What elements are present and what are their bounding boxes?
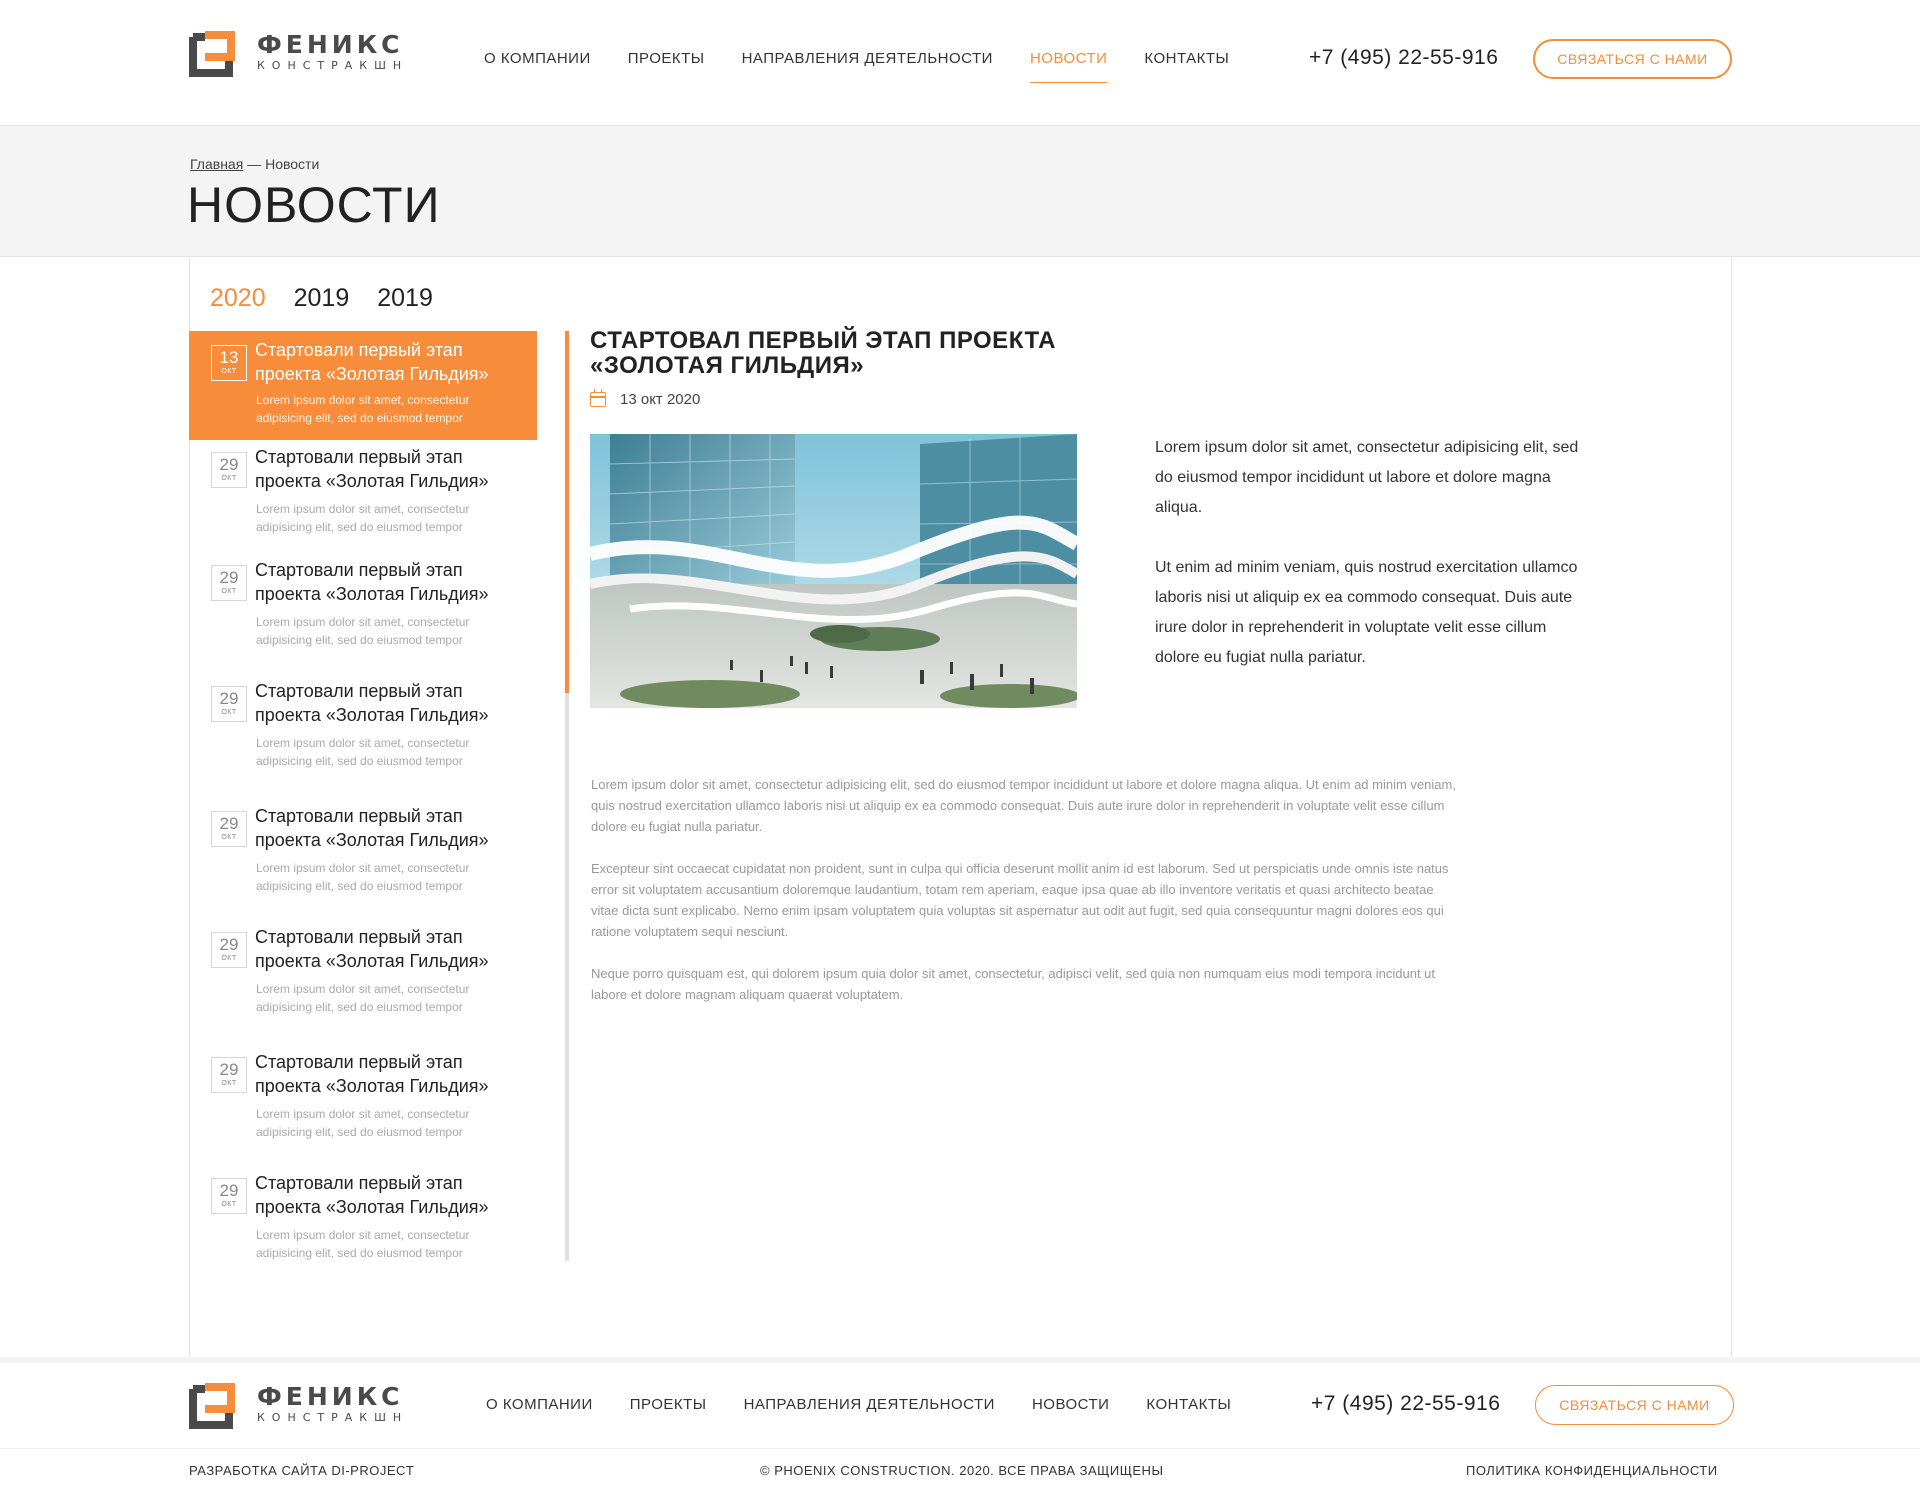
main-nav (484, 50, 1266, 67)
article-body-paragraph: Excepteur sint occaecat cupidatat non proident, sunt in culpa qui officia deserunt mollit anim id est laborum. Sed ut perspiciatis unde omnis iste natus error sit voluptatem accusantium doloremque laudantium, totam rem aperiam, eaque ipsa quae ab illo inventore veritatis et quasi architecto beatae vitae dicta sunt explicabo. Nemo enim ipsam voluptatem quia voluptas sit aspernatur aut odit aut fugit, sed quia consequuntur magni dolores eos qui ratione voluptatem sequi nesciunt. (591, 861, 1449, 939)
date-month: ОКТ (221, 1201, 237, 1208)
title-band (0, 126, 1920, 257)
date-month: ОКТ (221, 368, 237, 375)
breadcrumb-home[interactable]: Главная (190, 156, 244, 172)
date-day: 29 (219, 1181, 239, 1200)
news-item-title: Стартовали первый этап проекта «Золотая Гильдия» (255, 340, 489, 384)
logo-title: ФЕНИКС (257, 30, 404, 59)
footer-divider (0, 1448, 1920, 1449)
article-title: СТАРТОВАЛ ПЕРВЫЙ ЭТАП ПРОЕКТА «ЗОЛОТАЯ ГИЛЬДИЯ» (590, 327, 1056, 379)
date-badge (211, 932, 247, 968)
content-frame-right (1731, 257, 1732, 1357)
calendar-icon (590, 392, 606, 407)
logo-text (257, 32, 408, 72)
breadcrumb-separator: — (247, 156, 262, 172)
date-month: ОКТ (221, 709, 237, 716)
article-body (591, 774, 1461, 1026)
article-image (590, 434, 1077, 708)
nav-item-contacts[interactable]: КОНТАКТЫ (1144, 50, 1230, 67)
nav-item-projects[interactable]: ПРОЕКТЫ (627, 50, 705, 67)
logo[interactable] (189, 27, 408, 77)
nav-item-about[interactable]: О КОМПАНИИ (484, 50, 591, 67)
date-badge (211, 452, 247, 488)
news-item-excerpt: Lorem ipsum dolor sit amet, consectetur adipisicing elit, sed do eiusmod tempor (256, 502, 470, 534)
logo-subtitle: КОНСТРАКШН (257, 59, 409, 72)
date-badge (211, 565, 247, 601)
news-item-title: Стартовали первый этап проекта «Золотая Гильдия» (255, 447, 489, 491)
site-header (0, 0, 1920, 126)
date-month: ОКТ (221, 834, 237, 841)
news-item-title: Стартовали первый этап проекта «Золотая Гильдия» (255, 560, 489, 604)
nav-item-directions[interactable]: НАПРАВЛЕНИЯ ДЕЯТЕЛЬНОСТИ (741, 50, 993, 67)
date-badge (211, 1057, 247, 1093)
nav-item-news[interactable]: НОВОСТИ (1029, 50, 1108, 67)
news-item-excerpt: Lorem ipsum dolor sit amet, consectetur adipisicing elit, sed do eiusmod tempor (256, 982, 470, 1014)
privacy-policy-link[interactable]: ПОЛИТИКА КОНФИДЕНЦИАЛЬНОСТИ (1466, 1463, 1718, 1478)
logo-subtitle: КОНСТРАКШН (257, 1411, 409, 1424)
news-item-title: Стартовали первый этап проекта «Золотая Гильдия» (255, 806, 489, 850)
news-item-excerpt: Lorem ipsum dolor sit amet, consectetur adipisicing elit, sed do eiusmod tempor (256, 393, 470, 425)
date-day: 29 (219, 689, 239, 708)
news-item-title: Стартовали первый этап проекта «Золотая Гильдия» (255, 927, 489, 971)
contact-button[interactable]: СВЯЗАТЬСЯ С НАМИ (1533, 39, 1732, 79)
footer-logo[interactable] (189, 1379, 408, 1429)
news-item-title: Стартовали первый этап проекта «Золотая Гильдия» (255, 1052, 489, 1096)
article-date-text: 13 окт 2020 (620, 391, 701, 408)
footer-nav (486, 1396, 1268, 1413)
date-badge (211, 811, 247, 847)
news-list-scroll-thumb[interactable] (565, 331, 569, 693)
news-item-excerpt: Lorem ipsum dolor sit amet, consectetur adipisicing elit, sed do eiusmod tempor (256, 736, 470, 768)
date-badge (211, 686, 247, 722)
logo-title: ФЕНИКС (257, 1382, 404, 1411)
date-month: ОКТ (221, 588, 237, 595)
date-day: 29 (219, 814, 239, 833)
footer-nav-contacts[interactable]: КОНТАКТЫ (1146, 1396, 1232, 1413)
news-item-title: Стартовали первый этап проекта «Золотая Гильдия» (255, 1173, 489, 1217)
news-item-excerpt: Lorem ipsum dolor sit amet, consectetur adipisicing elit, sed do eiusmod tempor (256, 615, 470, 647)
date-badge (211, 345, 247, 381)
footer-nav-projects[interactable]: ПРОЕКТЫ (629, 1396, 707, 1413)
date-badge (211, 1178, 247, 1214)
date-month: ОКТ (221, 1080, 237, 1087)
year-tab-2019-second[interactable]: 2019 (377, 284, 433, 312)
date-day: 29 (219, 1060, 239, 1079)
footer-contact-button[interactable]: СВЯЗАТЬСЯ С НАМИ (1535, 1385, 1734, 1425)
article-body-paragraph: Neque porro quisquam est, qui dolorem ipsum quia dolor sit amet, consectetur, adipisci velit, sed quia non numquam eius modi tempora incidunt ut labore et dolore magnam aliquam quaerat voluptatem. (591, 966, 1436, 1002)
logo-text (257, 1384, 408, 1424)
article-body-paragraph: Lorem ipsum dolor sit amet, consectetur adipisicing elit, sed do eiusmod tempor incididunt ut labore et dolore magna aliqua. Ut enim ad minim veniam, quis nostrud exercitation ullamco laboris nisi ut aliquip ex ea commodo consequat. Duis aute irure dolor in reprehenderit in voluptate velit esse cillum dolore eu fugiat nulla pariatur. (591, 777, 1456, 834)
year-tab-2020[interactable]: 2020 (210, 284, 266, 312)
article-date (590, 391, 700, 408)
date-day: 13 (219, 348, 239, 367)
news-item-title: Стартовали первый этап проекта «Золотая Гильдия» (255, 681, 489, 725)
news-list-item[interactable] (189, 331, 537, 440)
date-day: 29 (219, 568, 239, 587)
breadcrumb-current: Новости (265, 156, 320, 172)
copyright: © PHOENIX CONSTRUCTION. 2020. ВСЕ ПРАВА ЗАЩИЩЕНЫ (760, 1463, 1164, 1478)
year-tab-2019[interactable]: 2019 (293, 284, 350, 312)
date-day: 29 (219, 935, 239, 954)
page-title: НОВОСТИ (187, 177, 441, 233)
building-illustration (590, 434, 1077, 708)
date-month: ОКТ (221, 955, 237, 962)
date-day: 29 (219, 455, 239, 474)
article-lead-paragraph: Lorem ipsum dolor sit amet, consectetur adipisicing elit, sed do eiusmod tempor incididunt ut labore et dolore magna aliqua. (1155, 439, 1579, 516)
footer-phone[interactable]: +7 (495) 22-55-916 (1311, 1392, 1501, 1415)
news-item-excerpt: Lorem ipsum dolor sit amet, consectetur adipisicing elit, sed do eiusmod tempor (256, 1228, 470, 1260)
date-month: ОКТ (221, 475, 237, 482)
logo-mark-icon (189, 1379, 239, 1429)
article-lead-paragraph: Ut enim ad minim veniam, quis nostrud exercitation ullamco laboris nisi ut aliquip ex ea commodo consequat. Duis aute irure dolor in reprehenderit in voluptate velit esse cillum dolore eu fugiat nulla pariatur. (1155, 559, 1578, 666)
logo-mark-icon (189, 27, 239, 77)
footer-nav-directions[interactable]: НАПРАВЛЕНИЯ ДЕЯТЕЛЬНОСТИ (743, 1396, 995, 1413)
footer-nav-about[interactable]: О КОМПАНИИ (486, 1396, 593, 1413)
news-item-excerpt: Lorem ipsum dolor sit amet, consectetur adipisicing elit, sed do eiusmod tempor (256, 1107, 470, 1139)
article-lead (1155, 433, 1585, 703)
header-phone[interactable]: +7 (495) 22-55-916 (1309, 46, 1499, 69)
developer-link[interactable]: РАЗРАБОТКА САЙТА DI-PROJECT (189, 1463, 415, 1478)
footer-nav-news[interactable]: НОВОСТИ (1031, 1396, 1110, 1413)
year-tabs (210, 284, 461, 313)
news-item-excerpt: Lorem ipsum dolor sit amet, consectetur adipisicing elit, sed do eiusmod tempor (256, 861, 470, 893)
breadcrumb (190, 156, 319, 172)
